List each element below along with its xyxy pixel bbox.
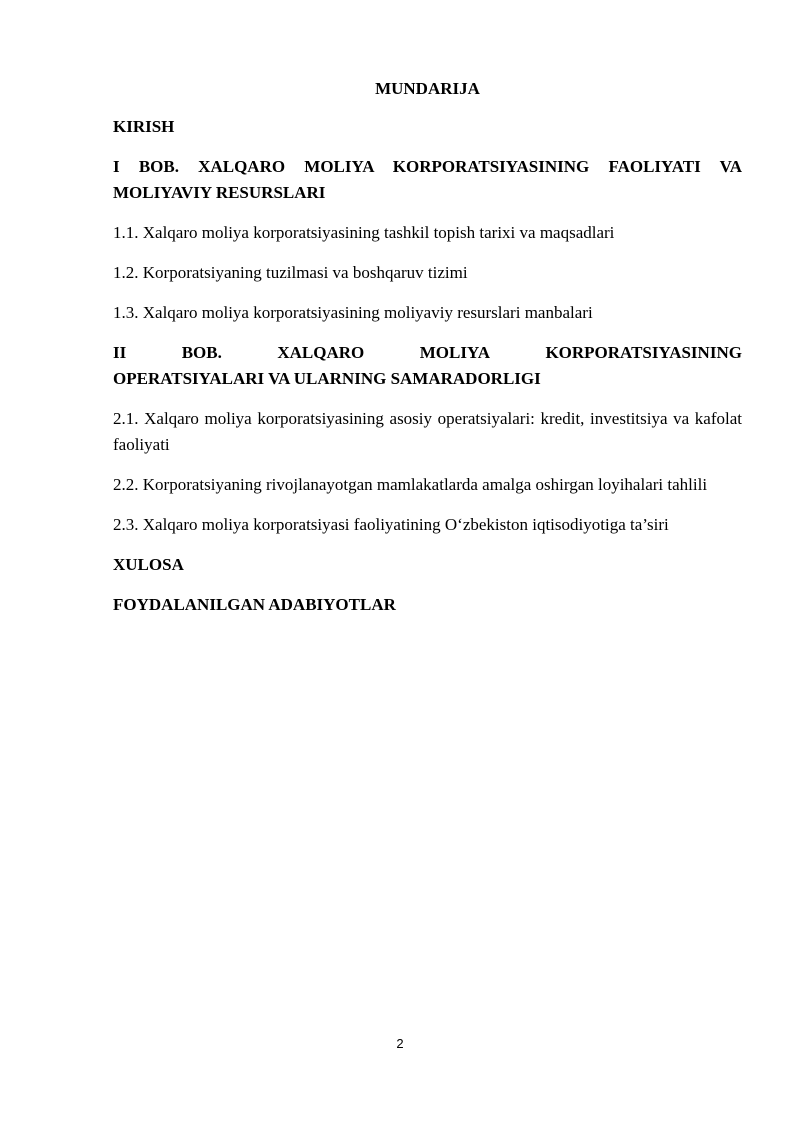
- chapter-2-word-2: BOB.: [181, 343, 222, 362]
- toc-entry-chapter-1: [113, 154, 742, 206]
- toc-entry-section-2-3: 2.3. Xalqaro moliya korporatsiyasi faoliyatining O‘zbekiston iqtisodiyotiga ta’siri: [113, 515, 669, 534]
- chapter-2-line-1: [113, 340, 742, 366]
- toc-title: MUNDARIJA: [375, 79, 480, 98]
- chapter-2-line-2: OPERATSIYALARI VA ULARNING SAMARADORLIGI: [113, 369, 541, 388]
- toc-entry-section-1-3: 1.3. Xalqaro moliya korporatsiyasining moliyaviy resurslari manbalari: [113, 303, 593, 322]
- toc-entry-intro: KIRISH: [113, 117, 175, 136]
- chapter-1-line-1: [113, 154, 742, 180]
- chapter-2-word-1: II: [113, 343, 127, 362]
- chapter-2-word-3: XALQARO: [277, 343, 365, 362]
- chapter-2-word-5: KORPORATSIYASINING: [545, 343, 742, 362]
- chapter-1-line-1-text: I BOB. XALQARO MOLIYA KORPORATSIYASINING FAOLIYATI VA: [113, 157, 742, 176]
- toc-entry-section-2-1: 2.1. Xalqaro moliya korporatsiyasining asosiy operatsiyalari: kredit, investitsiya va kafolat faoliyati: [113, 409, 742, 454]
- toc-entry-chapter-2: [113, 340, 742, 392]
- toc-entry-section-2-2: 2.2. Korporatsiyaning rivojlanayotgan mamlakatlarda amalga oshirgan loyihalari tahlili: [113, 475, 708, 494]
- page-number: 2: [396, 1036, 404, 1051]
- chapter-2-word-4: MOLIYA: [419, 343, 490, 362]
- chapter-1-line-2: MOLIYAVIY RESURSLARI: [113, 183, 326, 202]
- toc-entry-section-1-2: 1.2. Korporatsiyaning tuzilmasi va boshqaruv tizimi: [113, 263, 468, 282]
- toc-entry-section-1-1: 1.1. Xalqaro moliya korporatsiyasining tashkil topish tarixi va maqsadlari: [113, 223, 615, 242]
- toc-entry-conclusion: XULOSA: [113, 555, 184, 574]
- toc-entry-references: FOYDALANILGAN ADABIYOTLAR: [113, 595, 396, 614]
- table-of-contents: [113, 76, 742, 632]
